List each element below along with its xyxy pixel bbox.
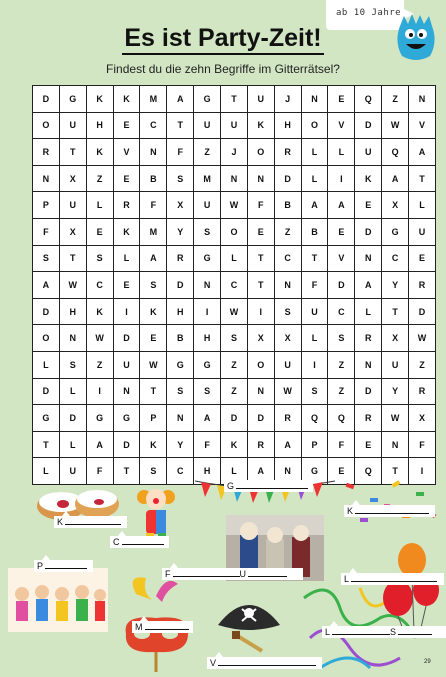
grid-cell[interactable]: W <box>140 351 167 378</box>
grid-cell[interactable]: S <box>274 298 301 325</box>
grid-cell[interactable]: N <box>409 86 436 113</box>
grid-cell[interactable]: E <box>113 272 140 299</box>
grid-cell[interactable]: B <box>301 218 328 245</box>
grid-cell[interactable]: Z <box>274 218 301 245</box>
grid-cell[interactable]: Z <box>328 351 355 378</box>
grid-cell[interactable]: X <box>409 405 436 432</box>
grid-row <box>33 112 436 139</box>
grid-cell[interactable]: K <box>355 165 382 192</box>
grid-cell[interactable]: W <box>59 272 86 299</box>
grid-cell[interactable]: A <box>167 86 194 113</box>
grid-cell[interactable]: L <box>355 298 382 325</box>
grid-cell[interactable]: I <box>113 298 140 325</box>
grid-cell[interactable]: D <box>113 325 140 352</box>
grid-cell[interactable]: R <box>274 405 301 432</box>
grid-cell[interactable]: A <box>382 165 409 192</box>
grid-cell[interactable]: G <box>167 351 194 378</box>
grid-cell[interactable]: I <box>328 165 355 192</box>
grid-cell[interactable]: X <box>247 325 274 352</box>
grid-cell[interactable]: W <box>86 325 113 352</box>
grid-cell[interactable]: L <box>33 458 60 485</box>
grid-cell[interactable]: G <box>113 405 140 432</box>
grid-cell[interactable]: S <box>221 325 248 352</box>
grid-cell[interactable]: F <box>33 218 60 245</box>
hint-field[interactable] <box>341 573 444 585</box>
grid-cell[interactable]: N <box>247 378 274 405</box>
grid-cell[interactable]: N <box>113 378 140 405</box>
hint-field[interactable] <box>34 560 93 572</box>
grid-cell[interactable]: M <box>140 218 167 245</box>
grid-cell[interactable]: Q <box>382 139 409 166</box>
grid-cell[interactable]: S <box>194 378 221 405</box>
grid-row <box>33 165 436 192</box>
hint-start-letter: V <box>210 658 217 668</box>
grid-cell[interactable]: N <box>382 431 409 458</box>
grid-cell[interactable]: B <box>140 165 167 192</box>
grid-cell[interactable]: S <box>194 218 221 245</box>
grid-cell[interactable]: B <box>274 192 301 219</box>
grid-cell[interactable]: U <box>409 218 436 245</box>
grid-cell[interactable]: K <box>247 112 274 139</box>
hint-inner-letter: U <box>239 569 246 579</box>
grid-cell[interactable]: W <box>221 298 248 325</box>
grid-cell[interactable]: R <box>409 378 436 405</box>
grid-cell[interactable]: S <box>301 378 328 405</box>
hint-start-letter: K <box>57 517 64 527</box>
hint-field[interactable] <box>322 626 446 638</box>
grid-cell[interactable]: S <box>59 351 86 378</box>
grid-cell[interactable]: S <box>167 378 194 405</box>
grid-cell[interactable]: D <box>355 112 382 139</box>
grid-cell[interactable]: Y <box>382 378 409 405</box>
grid-cell[interactable]: D <box>33 378 60 405</box>
grid-cell[interactable]: C <box>221 272 248 299</box>
hint-field[interactable] <box>132 621 193 633</box>
grid-cell[interactable]: U <box>194 112 221 139</box>
grid-cell[interactable]: K <box>86 298 113 325</box>
grid-cell[interactable]: L <box>221 458 248 485</box>
grid-cell[interactable]: N <box>355 351 382 378</box>
grid-cell[interactable]: T <box>247 272 274 299</box>
grid-cell[interactable]: O <box>301 112 328 139</box>
hint-field[interactable] <box>110 536 169 548</box>
grid-cell[interactable]: A <box>247 458 274 485</box>
hint-start-letter: G <box>227 481 235 491</box>
grid-cell[interactable]: O <box>33 112 60 139</box>
grid-cell[interactable]: D <box>221 405 248 432</box>
grid-cell[interactable]: U <box>221 112 248 139</box>
grid-cell[interactable]: T <box>247 245 274 272</box>
grid-cell[interactable]: L <box>33 351 60 378</box>
grid-cell[interactable]: S <box>33 245 60 272</box>
grid-cell[interactable]: G <box>194 351 221 378</box>
hint-field[interactable] <box>54 516 127 528</box>
grid-cell[interactable]: R <box>113 192 140 219</box>
grid-cell[interactable]: V <box>409 112 436 139</box>
grid-cell[interactable]: E <box>113 165 140 192</box>
grid-row <box>33 405 436 432</box>
grid-cell[interactable]: U <box>355 139 382 166</box>
grid-cell[interactable]: Q <box>328 405 355 432</box>
age-tag-label: ab 10 Jahre <box>336 8 402 18</box>
grid-cell[interactable]: G <box>301 458 328 485</box>
grid-cell[interactable]: H <box>167 298 194 325</box>
grid-cell[interactable]: R <box>247 431 274 458</box>
hint-blank <box>332 626 390 635</box>
grid-cell[interactable]: R <box>167 245 194 272</box>
grid-cell[interactable]: Z <box>221 351 248 378</box>
grid-cell[interactable]: D <box>33 298 60 325</box>
hint-start-letter: L <box>325 627 331 637</box>
grid-cell[interactable]: E <box>328 218 355 245</box>
grid-cell[interactable]: C <box>140 112 167 139</box>
grid-cell[interactable]: Y <box>382 272 409 299</box>
grid-cell[interactable]: D <box>355 378 382 405</box>
grid-cell[interactable]: Q <box>355 86 382 113</box>
grid-cell[interactable]: A <box>194 405 221 432</box>
grid-cell[interactable]: I <box>86 378 113 405</box>
grid-cell[interactable]: E <box>328 458 355 485</box>
grid-cell[interactable]: K <box>113 86 140 113</box>
grid-row <box>33 431 436 458</box>
grid-cell[interactable]: X <box>382 192 409 219</box>
grid-cell[interactable]: N <box>140 139 167 166</box>
grid-cell[interactable]: X <box>59 165 86 192</box>
grid-cell[interactable]: I <box>409 458 436 485</box>
grid-cell[interactable]: K <box>86 86 113 113</box>
grid-cell[interactable]: A <box>33 272 60 299</box>
grid-cell[interactable]: G <box>33 405 60 432</box>
grid-cell[interactable]: A <box>140 245 167 272</box>
grid-cell[interactable]: D <box>274 165 301 192</box>
grid-cell[interactable]: U <box>301 298 328 325</box>
grid-cell[interactable]: B <box>167 325 194 352</box>
grid-cell[interactable]: F <box>328 431 355 458</box>
grid-cell[interactable]: Z <box>409 351 436 378</box>
grid-cell[interactable]: I <box>247 298 274 325</box>
grid-cell[interactable]: C <box>86 272 113 299</box>
grid-cell[interactable]: D <box>328 272 355 299</box>
grid-cell[interactable]: W <box>382 405 409 432</box>
grid-cell[interactable]: S <box>167 165 194 192</box>
hint-blank <box>248 568 287 577</box>
grid-cell[interactable]: Q <box>301 405 328 432</box>
grid-cell[interactable]: O <box>221 218 248 245</box>
grid-cell[interactable]: V <box>328 112 355 139</box>
hint-field[interactable] <box>224 480 313 492</box>
grid-row <box>33 325 436 352</box>
grid-cell[interactable]: E <box>409 245 436 272</box>
hint-blank <box>45 560 87 569</box>
grid-cell[interactable]: L <box>59 378 86 405</box>
grid-cell[interactable]: G <box>86 405 113 432</box>
grid-cell[interactable]: Y <box>167 431 194 458</box>
grid-cell[interactable]: N <box>301 86 328 113</box>
grid-cell[interactable]: Z <box>86 165 113 192</box>
grid-cell[interactable]: R <box>355 405 382 432</box>
hint-blank <box>218 657 316 666</box>
grid-cell[interactable]: Q <box>355 458 382 485</box>
grid-cell[interactable]: N <box>274 458 301 485</box>
grid-row <box>33 245 436 272</box>
grid-cell[interactable]: T <box>382 458 409 485</box>
grid-cell[interactable]: C <box>382 245 409 272</box>
hint-start-letter: M <box>135 622 143 632</box>
grid-cell[interactable]: C <box>274 245 301 272</box>
grid-cell[interactable]: T <box>113 458 140 485</box>
grid-cell[interactable]: N <box>355 245 382 272</box>
grid-cell[interactable]: K <box>86 139 113 166</box>
grid-cell[interactable]: R <box>33 139 60 166</box>
grid-cell[interactable]: G <box>59 86 86 113</box>
grid-cell[interactable]: L <box>59 431 86 458</box>
grid-cell[interactable]: U <box>274 351 301 378</box>
grid-cell[interactable]: R <box>409 272 436 299</box>
hint-field[interactable] <box>207 657 322 669</box>
grid-cell[interactable]: W <box>382 112 409 139</box>
grid-cell[interactable]: G <box>382 218 409 245</box>
grid-cell[interactable]: L <box>409 192 436 219</box>
grid-cell[interactable]: P <box>301 431 328 458</box>
grid-cell[interactable]: M <box>140 86 167 113</box>
grid-cell[interactable]: N <box>59 325 86 352</box>
grid-cell[interactable]: V <box>328 245 355 272</box>
grid-cell[interactable]: L <box>328 139 355 166</box>
grid-cell[interactable]: Z <box>328 378 355 405</box>
grid-cell[interactable]: A <box>86 431 113 458</box>
hint-blank <box>398 626 432 635</box>
grid-cell[interactable]: T <box>221 86 248 113</box>
grid-cell[interactable]: A <box>409 139 436 166</box>
grid-cell[interactable]: K <box>140 431 167 458</box>
grid-cell[interactable]: N <box>221 165 248 192</box>
grid-cell[interactable]: F <box>167 139 194 166</box>
grid-cell[interactable]: E <box>140 325 167 352</box>
grid-cell[interactable]: E <box>113 112 140 139</box>
luftballons-image <box>380 542 442 632</box>
hint-blank <box>122 536 164 545</box>
grid-cell[interactable]: F <box>194 431 221 458</box>
grid-cell[interactable]: V <box>113 139 140 166</box>
grid-row <box>33 298 436 325</box>
grid-cell[interactable]: U <box>247 86 274 113</box>
grid-cell[interactable]: T <box>59 245 86 272</box>
grid-cell[interactable]: J <box>274 86 301 113</box>
hint-start-letter: P <box>37 561 44 571</box>
hint-blank <box>145 621 189 630</box>
grid-cell[interactable]: S <box>140 272 167 299</box>
grid-cell[interactable]: H <box>194 325 221 352</box>
grid-cell[interactable]: O <box>33 325 60 352</box>
grid-row <box>33 192 436 219</box>
grid-cell[interactable]: E <box>86 218 113 245</box>
grid-cell[interactable]: S <box>140 458 167 485</box>
grid-cell[interactable]: N <box>33 165 60 192</box>
grid-cell[interactable]: T <box>59 139 86 166</box>
hint-blank <box>351 573 437 582</box>
grid-cell[interactable]: F <box>86 458 113 485</box>
hint-blank <box>236 480 308 489</box>
grid-cell[interactable]: S <box>328 325 355 352</box>
grid-cell[interactable]: I <box>194 298 221 325</box>
grid-cell[interactable]: D <box>33 86 60 113</box>
grid-cell[interactable]: G <box>194 245 221 272</box>
grid-cell[interactable]: E <box>355 431 382 458</box>
grid-cell[interactable]: P <box>140 405 167 432</box>
grid-cell[interactable]: F <box>409 431 436 458</box>
grid-cell[interactable]: I <box>301 351 328 378</box>
grid-row <box>33 86 436 113</box>
grid-cell[interactable]: A <box>328 192 355 219</box>
photo-credit <box>0 465 1 505</box>
grid-cell[interactable]: L <box>86 192 113 219</box>
grid-cell[interactable]: Z <box>382 86 409 113</box>
grid-cell[interactable]: D <box>113 431 140 458</box>
grid-cell[interactable]: X <box>274 325 301 352</box>
grid-row <box>33 351 436 378</box>
grid-cell[interactable]: T <box>409 165 436 192</box>
grid-cell[interactable]: R <box>355 325 382 352</box>
grid-cell[interactable]: E <box>247 218 274 245</box>
grid-cell[interactable]: O <box>247 139 274 166</box>
word-search-grid <box>32 85 436 485</box>
grid-cell[interactable]: U <box>194 192 221 219</box>
grid-cell[interactable]: N <box>247 165 274 192</box>
grid-cell[interactable]: T <box>33 431 60 458</box>
page-subtitle: Findest du die zehn Begriffe im Gitterrätsel? <box>106 62 340 76</box>
grid-cell[interactable]: U <box>382 351 409 378</box>
grid-cell[interactable]: A <box>355 272 382 299</box>
grid-cell[interactable]: H <box>59 298 86 325</box>
grid-row <box>33 272 436 299</box>
grid-cell[interactable]: R <box>274 139 301 166</box>
grid-cell[interactable]: K <box>140 298 167 325</box>
grid-cell[interactable]: E <box>355 192 382 219</box>
hint-start-letter: L <box>344 574 350 584</box>
grid-cell[interactable]: T <box>301 245 328 272</box>
grid-cell[interactable]: E <box>328 86 355 113</box>
grid-cell[interactable]: F <box>247 192 274 219</box>
grid-cell[interactable]: T <box>382 298 409 325</box>
grid-cell[interactable]: D <box>167 272 194 299</box>
grid-row <box>33 139 436 166</box>
grid-cell[interactable]: J <box>221 139 248 166</box>
grid-cell[interactable]: X <box>59 218 86 245</box>
hint-blank <box>173 568 240 577</box>
grid-cell[interactable]: X <box>382 325 409 352</box>
grid-cell[interactable]: W <box>409 325 436 352</box>
grid-cell[interactable]: U <box>59 192 86 219</box>
grid-cell[interactable]: W <box>274 378 301 405</box>
grid-cell[interactable]: L <box>301 165 328 192</box>
grid-cell[interactable]: F <box>301 272 328 299</box>
grid-row <box>33 378 436 405</box>
piratenhut-image <box>216 595 282 653</box>
grid-cell[interactable]: P <box>33 192 60 219</box>
grid-cell[interactable]: K <box>221 431 248 458</box>
grid-cell[interactable]: X <box>167 192 194 219</box>
grid-cell[interactable]: F <box>140 192 167 219</box>
grid-cell[interactable]: H <box>86 112 113 139</box>
grid-cell[interactable]: M <box>194 165 221 192</box>
grid-cell[interactable]: H <box>194 458 221 485</box>
hint-blank <box>65 516 121 525</box>
grid-cell[interactable]: G <box>194 86 221 113</box>
grid-cell[interactable]: S <box>86 245 113 272</box>
hint-start-letter: K <box>347 506 354 516</box>
grid-cell[interactable]: Z <box>194 139 221 166</box>
grid-cell[interactable]: W <box>221 192 248 219</box>
hint-start-letter: F <box>165 569 171 579</box>
hint-start-letter: C <box>113 537 120 547</box>
grid-cell[interactable]: N <box>167 405 194 432</box>
grid-cell[interactable]: U <box>59 112 86 139</box>
grid-row <box>33 218 436 245</box>
grid-cell[interactable]: O <box>247 351 274 378</box>
hint-field[interactable] <box>162 568 303 580</box>
page-number: 29 <box>424 659 431 665</box>
grid-cell[interactable]: U <box>59 458 86 485</box>
grid-cell[interactable]: H <box>274 112 301 139</box>
grid-cell[interactable]: N <box>194 272 221 299</box>
hint-field[interactable] <box>344 505 435 517</box>
grid-cell[interactable]: D <box>409 298 436 325</box>
grid-cell[interactable]: Z <box>86 351 113 378</box>
grid-cell[interactable]: D <box>59 405 86 432</box>
hint-blank <box>355 505 429 514</box>
grid-cell[interactable]: T <box>140 378 167 405</box>
grid-cell[interactable]: U <box>113 351 140 378</box>
hint-inner-letter: S <box>390 627 397 637</box>
grid-cell[interactable]: K <box>113 218 140 245</box>
grid-cell[interactable]: Z <box>221 378 248 405</box>
grid-cell[interactable]: L <box>113 245 140 272</box>
grid-cell[interactable]: L <box>221 245 248 272</box>
grid-cell[interactable]: N <box>274 272 301 299</box>
grid-cell[interactable]: L <box>301 325 328 352</box>
grid-cell[interactable]: A <box>301 192 328 219</box>
grid-cell[interactable]: D <box>355 218 382 245</box>
grid-cell[interactable]: C <box>167 458 194 485</box>
grid-cell[interactable]: D <box>247 405 274 432</box>
grid-cell[interactable]: L <box>301 139 328 166</box>
grid-cell[interactable]: C <box>328 298 355 325</box>
party-kids-image <box>8 568 108 632</box>
page-title: Es ist Party-Zeit! <box>0 24 446 55</box>
grid-cell[interactable]: A <box>274 431 301 458</box>
grid-cell[interactable]: T <box>167 112 194 139</box>
grid-cell[interactable]: Y <box>167 218 194 245</box>
